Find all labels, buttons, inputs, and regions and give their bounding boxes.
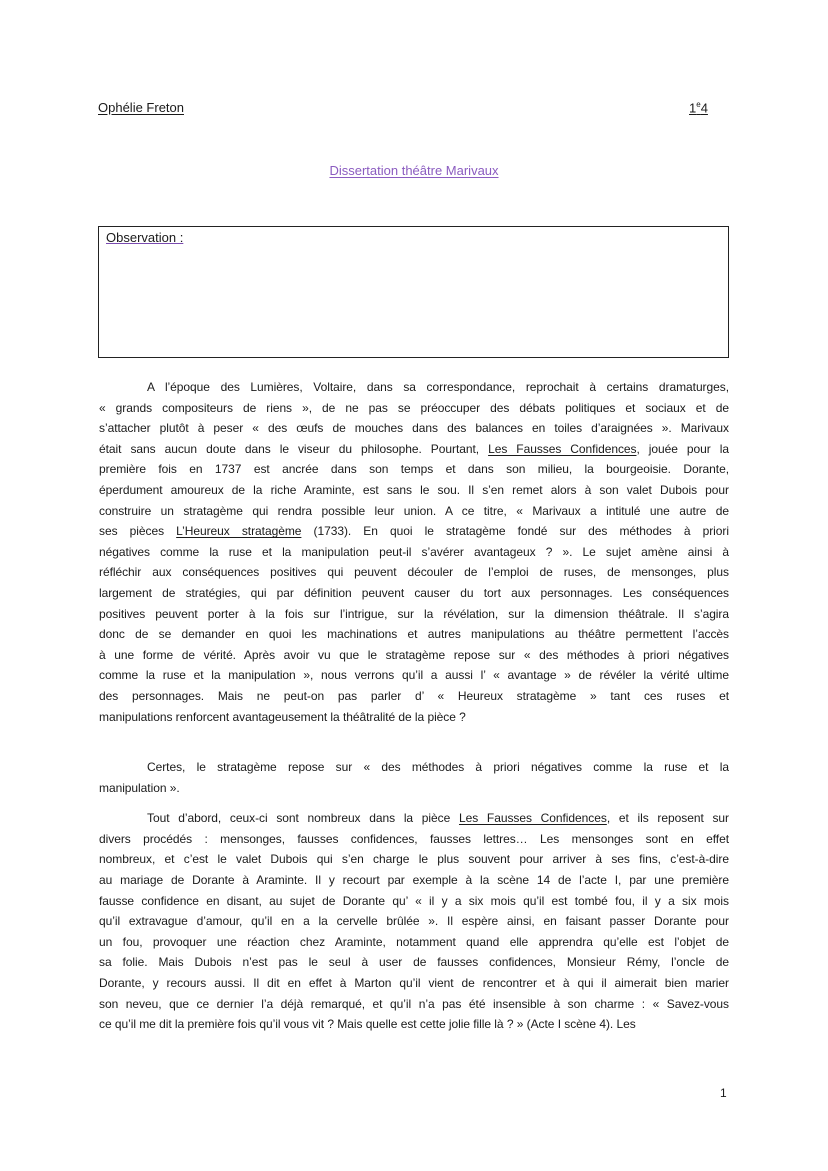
text-run: Certes, le stratagème repose sur « des méthodes à priori négatives comme la ruse et la bbox=[147, 760, 729, 775]
author-name: Ophélie Freton bbox=[98, 100, 184, 115]
text-line bbox=[99, 1014, 729, 1035]
paragraph-introduction bbox=[99, 377, 729, 727]
text-line bbox=[99, 583, 729, 604]
text-line bbox=[99, 891, 729, 912]
text-run: A l’époque des Lumières, Voltaire, dans sa correspondance, reprochait à certains dramaturges, bbox=[147, 380, 729, 394]
text-line bbox=[99, 439, 729, 460]
text-run: positives peuvent porter à la fois sur l’intrigue, sur la révélation, sur la dimension théâtrale. Il s’agira bbox=[99, 606, 729, 621]
text-run: largement de stratégies, qui par définition peuvent causer du tort aux personnages. Les conséquences bbox=[99, 585, 729, 600]
text-run: à une forme de vérité. Après avoir vu que le stratagème repose sur « des méthodes à priori négatives bbox=[99, 647, 729, 662]
text-run: manipulation ». bbox=[99, 780, 180, 795]
text-run: « grands compositeurs de riens », de ne pas se préoccuper des débats politiques et sociaux et de bbox=[99, 400, 729, 415]
text-line bbox=[99, 398, 729, 419]
text-run: , jouée pour la bbox=[636, 441, 729, 456]
text-run: des personnages. Mais ne peut-on pas parler d’ « Heureux stratagème » tant ces ruses et bbox=[99, 688, 729, 703]
text-line bbox=[99, 757, 729, 778]
text-line bbox=[99, 911, 729, 932]
text-line bbox=[99, 377, 729, 398]
text-line bbox=[99, 994, 729, 1015]
text-line bbox=[99, 459, 729, 480]
text-run: construire un stratagème qui rendra possible leur union. A ce titre, « Marivaux a intitulé une autre de bbox=[99, 503, 729, 518]
text-line bbox=[99, 973, 729, 994]
text-line bbox=[99, 542, 729, 563]
text-line bbox=[99, 418, 729, 439]
text-run: première fois en 1737 est ancrée dans son temps et dans son milieu, la bourgeoisie. Dorante, bbox=[99, 462, 729, 477]
text-run: sa folie. Mais Dubois n’est pas le seul à user de fausses confidences, Monsieur Rémy, l’oncle de bbox=[99, 955, 729, 970]
text-line bbox=[99, 952, 729, 973]
text-run: réfléchir aux conséquences positives qui peuvent découler de l’emploi de ruses, de mensonges, plus bbox=[99, 565, 729, 580]
text-run: était sans aucun doute dans le viseur du philosophe. Pourtant, bbox=[99, 441, 489, 456]
document-body bbox=[99, 377, 729, 1035]
work-title: Les Fausses Confidences bbox=[458, 811, 607, 826]
text-run: , et ils reposent sur bbox=[606, 811, 729, 826]
text-run: fausse confidence en disant, au sujet de Dorante qu’ « il y a six mois qu’il est tombé fou, il y a six mois bbox=[99, 893, 729, 908]
paragraph-part-intro bbox=[99, 757, 729, 798]
text-run: nombreux, et c’est le valet Dubois qui s’en charge le plus souvent pour arriver à ses fins, c’est-à-dire bbox=[99, 852, 729, 867]
page-number: 1 bbox=[720, 1086, 727, 1100]
observation-label: Observation : bbox=[106, 230, 184, 245]
observation-box bbox=[98, 226, 729, 358]
text-line bbox=[99, 604, 729, 625]
class-label bbox=[689, 100, 708, 115]
class-prefix: 1 bbox=[689, 100, 697, 116]
text-run: comme la ruse et la manipulation », nous verrons qu’il a aussi l’ « avantage » de révéler la vérité ultime bbox=[99, 668, 729, 683]
text-line bbox=[99, 829, 729, 850]
text-run: au mariage de Dorante à Araminte. Il y recourt par exemple à la scène 14 de l’acte I, par une première bbox=[99, 873, 729, 888]
document-title bbox=[0, 163, 828, 178]
text-run: (1733). En quoi le stratagème fondé sur des méthodes à priori bbox=[301, 524, 729, 539]
text-line bbox=[99, 645, 729, 666]
text-line bbox=[99, 870, 729, 891]
text-run: divers procédés : mensonges, fausses confidences, fausses lettres… Les mensonges sont en effet bbox=[99, 831, 729, 846]
text-line bbox=[99, 932, 729, 953]
text-run: donc de se demander en quoi les machinations et autres manipulations au théâtre permettent l’accès bbox=[99, 627, 729, 642]
text-run: Dorante, y recours aussi. Il dit en effet à Marton qu’il vient de rencontrer et à qui il aimerait bien marier bbox=[99, 976, 729, 991]
text-run: qu’il extravague d’amour, qu’il en a la cervelle brûlée ». Il espère ainsi, en faisant passer Dorante pour bbox=[99, 914, 729, 929]
text-line bbox=[99, 778, 729, 799]
work-title: L’Heureux stratagème bbox=[176, 524, 302, 539]
text-line bbox=[99, 808, 729, 829]
text-run: manipulations renforcent avantageusement la théâtralité de la pièce ? bbox=[99, 709, 466, 724]
text-run: ses pièces bbox=[99, 524, 177, 539]
text-run: son neveu, que ce dernier l’a déjà remarqué, et qu’il n’a pas été insensible à son charme : « Savez-vous bbox=[99, 996, 729, 1011]
class-sup: e bbox=[696, 100, 701, 109]
document-title-text: Dissertation théâtre Marivaux bbox=[329, 163, 499, 178]
text-line bbox=[99, 707, 729, 728]
text-line bbox=[99, 849, 729, 870]
text-line bbox=[99, 624, 729, 645]
text-run: éperdument amoureux de la riche Araminte, est sans le sou. Il s’en remet alors à son valet Dubois pour bbox=[99, 482, 729, 497]
text-line bbox=[99, 562, 729, 583]
text-run: ce qu’il me dit la première fois qu’il vous vit ? Mais quelle est cette jolie fille là ? » (Acte I scène 4). Les bbox=[99, 1017, 636, 1032]
text-run: s’attacher plutôt à peser « des œufs de mouches dans des balances en toiles d’araignées ». Marivaux bbox=[99, 421, 729, 436]
paragraph-body bbox=[99, 808, 729, 1035]
text-line bbox=[99, 686, 729, 707]
text-line bbox=[99, 501, 729, 522]
text-line bbox=[99, 665, 729, 686]
text-line bbox=[99, 480, 729, 501]
text-run: un fou, provoquer une réaction chez Araminte, notamment quand elle apprendra qu’elle est l’objet de bbox=[99, 934, 729, 949]
class-suffix: 4 bbox=[700, 100, 708, 116]
text-run: Tout d’abord, ceux-ci sont nombreux dans la pièce bbox=[147, 811, 459, 826]
text-line bbox=[99, 521, 729, 542]
work-title: Les Fausses Confidences bbox=[488, 441, 637, 456]
text-run: négatives comme la ruse et la manipulation peut-il s’avérer avantageux ? ». Le sujet amène ainsi à bbox=[99, 544, 729, 559]
